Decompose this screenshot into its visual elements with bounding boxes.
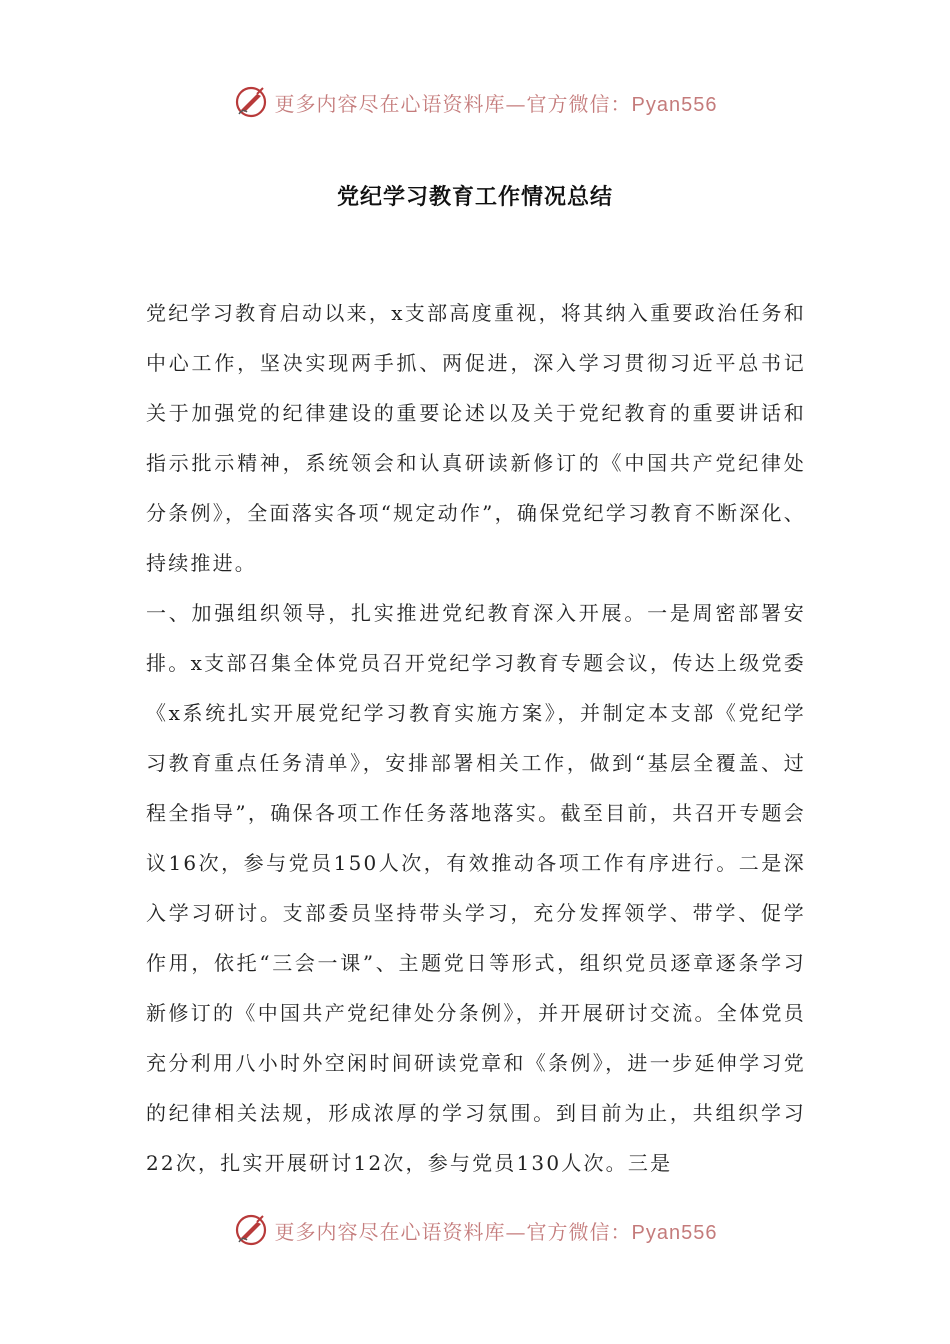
- footer-wechat-id: Pyan556: [631, 1221, 718, 1244]
- header-banner: [0, 82, 950, 122]
- paragraph-section-one: 一、加强组织领导，扎实推进党纪教育深入开展。一是周密部署安排。x支部召集全体党员召开党纪学习教育专题会议，传达上级党委《x系统扎实开展党纪学习教育实施方案》，并制定本支部《党纪学习教育重点任务清单》，安排部署相关工作，做到“基层全覆盖、过程全指导”，确保各项工作任务落地落实。截至目前，共召开专题会议16次，参与党员150人次，有效推动各项工作有序进行。二是深入学习研讨。支部委员坚持带头学习，充分发挥领学、带学、促学作用，依托“三会一课”、主题党日等形式，组织党员逐章逐条学习新修订的《中国共产党纪律处分条例》，并开展研讨交流。全体党员充分利用八小时外空闲时间研读党章和《条例》，进一步延伸学习党的纪律相关法规，形成浓厚的学习氛围。到目前为止，共组织学习22次，扎实开展研讨12次，参与党员130人次。三是: [146, 601, 806, 1175]
- footer-banner-text: [275, 1216, 718, 1245]
- paragraph-intro: 党纪学习教育启动以来，x支部高度重视，将其纳入重要政治任务和中心工作，坚决实现两手抓、两促进，深入学习贯彻习近平总书记关于加强党的纪律建设的重要论述以及关于党纪教育的重要讲话和指示批示精神，系统领会和认真研读新修订的《中国共产党纪律处分条例》，全面落实各项“规定动作”，确保党纪学习教育不断深化、持续推进。: [146, 301, 806, 575]
- footer-banner: [0, 1210, 950, 1250]
- header-wechat-id: Pyan556: [631, 93, 718, 116]
- document-body: [146, 288, 806, 1188]
- header-banner-text: [275, 88, 718, 117]
- header-banner-label: 更多内容尽在心语资料库—官方微信：: [274, 91, 632, 116]
- pen-logo-icon: [233, 1212, 269, 1248]
- pen-logo-icon: [233, 84, 269, 120]
- footer-banner-label: 更多内容尽在心语资料库—官方微信：: [274, 1219, 632, 1244]
- document-title: 党纪学习教育工作情况总结: [336, 184, 613, 210]
